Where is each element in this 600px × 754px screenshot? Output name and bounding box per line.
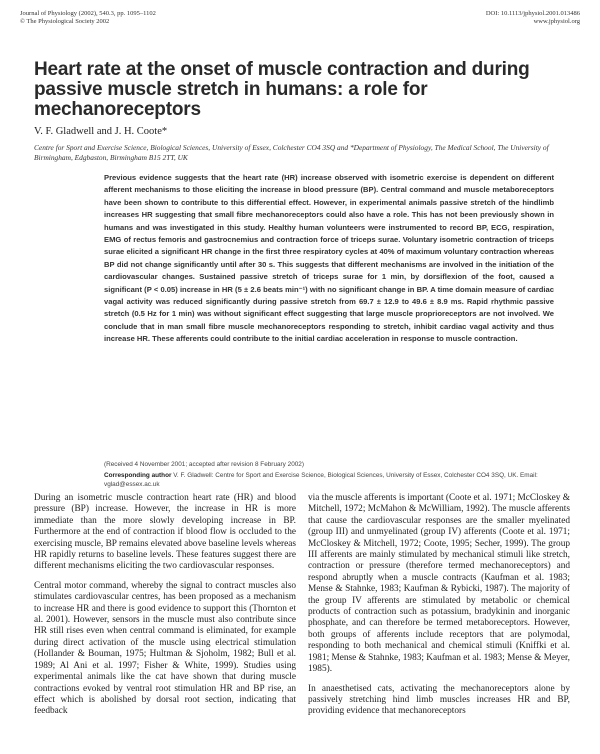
affiliation: Centre for Sport and Exercise Science, Biological Sciences, University of Essex, Colchester CO4 3SQ and *Department of Physiology, The Medical School, The University of Birmingham, Edgbaston, Birmingham B15 2TT, UK <box>34 143 549 162</box>
corresponding-author <box>104 471 554 490</box>
doi-line[interactable]: DOI: 10.1113/jphysiol.2001.013486 <box>485 10 580 17</box>
corresponding-label: Corresponding author <box>104 472 172 479</box>
running-head-left <box>20 10 156 26</box>
body-paragraph: via the muscle afferents is important (Coote et al. 1971; McCloskey & Mitchell, 1972; McMahon & McWilliam, 1992). The muscle afferents that cause the cardiovascular responses are the smaller myelinated (group III) and unmyelinated (group IV) afferents (Coote et al. 1971; McCloskey & Mitchell, 1972; Coote, 1995; Secher, 1999). The group III afferents are mainly stimulated by mechanical stimuli like stretch, contraction or pressure (therefore termed mechanoreceptors) and respond abruptly when a muscle contracts (Kaufman et al. 1983; Mense & Stahnke, 1983; Kaufman & Rybicki, 1987). The majority of the group IV afferents are stimulated by metabolic or chemical products of contraction such as potassium, bradykinin and inorganic phosphate, and can therefore be termed metaboreceptors. However, both groups of afferents include receptors that are polymodal, responding to both mechanical and chemical stimuli (Kniffki et al. 1981; Mense & Stahnke, 1983; Kaufman et al. 1983; Mense & Meyer, 1985). <box>308 493 570 675</box>
corresponding-details: V. F. Gladwell: Centre for Sport and Exercise Science, Biological Sciences, University of Essex, Colchester CO4 3SQ, UK. Email: vglad@essex.ac.uk <box>104 472 538 489</box>
running-head-right <box>486 10 580 26</box>
copyright-line: © The Physiological Society 2002 <box>20 18 110 25</box>
journal-citation: Journal of Physiology (2002), 540.3, pp. 1095–1102 <box>20 10 156 17</box>
article-title: Heart rate at the onset of muscle contraction and during passive muscle stretch in humans: a role for mechanoreceptors <box>34 59 530 120</box>
abstract: Previous evidence suggests that the heart rate (HR) increase observed with isometric exercise is dependent on different afferent mechanisms to those eliciting the increase in blood pressure (BP). Central command and muscle metaboreceptors have been shown to contribute to this differential effect. However, in experimental animals passive stretch of the hindlimb increases HR suggesting that small fibre mechanoreceptors could also have a role. This has not been previously shown in humans and was investigated in this study. Healthy human volunteers were instrumented to record BP, ECG, respiration, EMG of rectus femoris and gastrocnemius and contraction force of triceps surae. Voluntary isometric contraction of triceps surae elicited a significant HR change in the first three respiratory cycles at 40% of maximum voluntary contraction whereas BP did not change significantly until after 30 s. This suggests that different mechanisms are involved in the initiation of the cardiovascular changes. Sustained passive stretch of triceps surae for 1 min, by dorsiflexion of the foot, caused a significant (P < 0.05) increase in HR (5 ± 2.6 beats min⁻¹) with no significant change in BP. A time domain measure of cardiac vagal activity was reduced significantly during passive stretch from 69.7 ± 12.9 to 49.6 ± 8.9 ms. Rapid rhythmic passive stretch (0.5 Hz for 1 min) was without significant effect suggesting that large muscle proprioreceptors are not involved. We conclude that in man small fibre muscle mechanoreceptors responding to stretch, inhibit cardiac vagal activity and thus increase HR. These afferents could contribute to the initial cardiac acceleration in response to muscle contraction. <box>104 173 554 344</box>
body-paragraph: During an isometric muscle contraction heart rate (HR) and blood pressure (BP) increase. However, the increase in HR is more immediate than the more slowly developing increase in BP. Furthermore at the end of contraction if blood flow is occluded to the exercising muscle, BP remains elevated above baseline levels whereas HR rapidly returns to baseline levels. These features suggest there are different mechanisms eliciting the two cardiovascular responses. <box>34 493 296 572</box>
author-list: V. F. Gladwell and J. H. Coote* <box>34 126 168 137</box>
body-column-left <box>34 493 296 726</box>
body-paragraph: In anaesthetised cats, activating the mechanoreceptors alone by passively stretching hind limb muscles increases HR and BP, providing evidence that mechanoreceptors <box>308 683 570 717</box>
received-dates: (Received 4 November 2001; accepted after revision 8 February 2002) <box>104 461 304 468</box>
journal-url[interactable]: www.jphysiol.org <box>533 18 580 25</box>
body-column-right <box>308 493 570 726</box>
body-paragraph: Central motor command, whereby the signal to contract muscles also stimulates cardiovascular centres, has been proposed as a mechanism to increase HR and there is good evidence to support this (Thornton et al. 2001). However, sensors in the muscle must also contribute since HR still rises even when central command is eliminated, for example during direct activation of the muscle using electrical stimulation (Hollander & Bouman, 1975; Hultman & Sjoholm, 1982; Bull et al. 1989; Al Ani et al. 1997; Fisher & White, 1999). Studies using experimental animals like the cat have shown that during muscle contractions evoked by ventral root stimulation HR and BP rise, an effect which is abolished by dorsal root section, indicating that feedback <box>34 580 296 717</box>
